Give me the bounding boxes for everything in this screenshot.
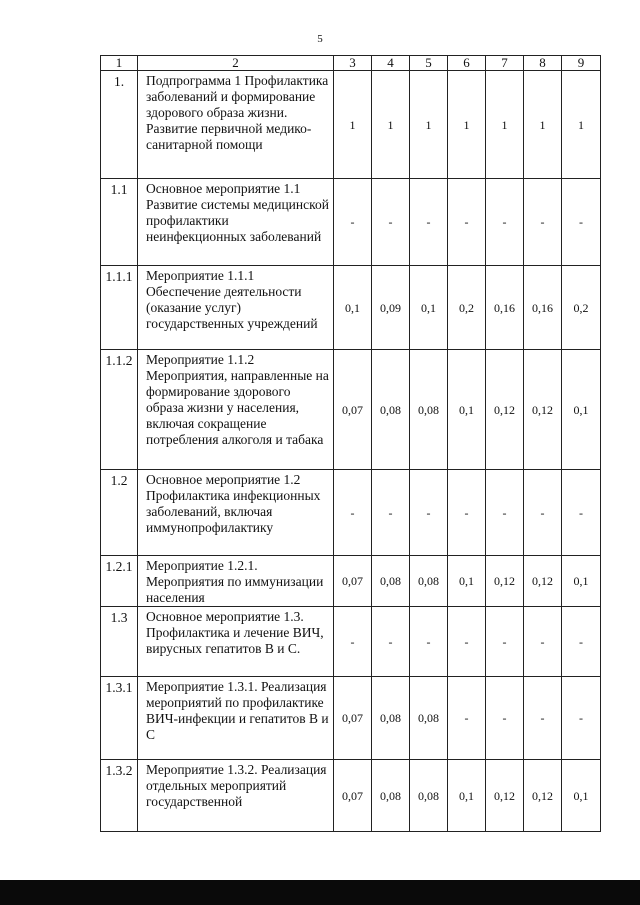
row-name: Основное мероприятие 1.1 Развитие системы медицинской профилактики неинфекционных заболеваний <box>138 179 334 266</box>
value-cell: - <box>486 470 524 556</box>
value-cell: 0,09 <box>372 266 410 350</box>
value-cell: - <box>486 179 524 266</box>
value-cell: - <box>448 470 486 556</box>
value-cell: 0,12 <box>486 556 524 607</box>
value-cell: 0,07 <box>334 350 372 470</box>
value-cell: 0,1 <box>562 350 601 470</box>
value-cell: 0,07 <box>334 677 372 760</box>
value-cell: - <box>410 607 448 677</box>
value-cell: 0,08 <box>410 677 448 760</box>
header-cell: 4 <box>372 56 410 71</box>
table-row <box>101 350 601 470</box>
table-row <box>101 470 601 556</box>
value-cell: 1 <box>334 71 372 179</box>
header-cell: 1 <box>101 56 138 71</box>
value-cell: 0,1 <box>334 266 372 350</box>
value-cell: 0,08 <box>372 350 410 470</box>
row-name: Подпрограмма 1 Профилактика заболеваний и формирование здорового образа жизни. Развитие первичной медико-санитарной помощи <box>138 71 334 179</box>
table-row <box>101 677 601 760</box>
value-cell: - <box>334 607 372 677</box>
value-cell: 0,16 <box>524 266 562 350</box>
table-row <box>101 607 601 677</box>
row-number: 1.3 <box>101 607 138 677</box>
value-cell: 0,12 <box>524 760 562 832</box>
row-number: 1. <box>101 71 138 179</box>
table-row <box>101 760 601 832</box>
row-name: Мероприятие 1.1.2 Мероприятия, направленные на формирование здорового образа жизни у населения, включая сокращение потребления алкоголя и табака <box>138 350 334 470</box>
table-row <box>101 179 601 266</box>
indicator-table <box>100 55 601 832</box>
header-cell: 2 <box>138 56 334 71</box>
table-row <box>101 266 601 350</box>
page-number: 5 <box>317 33 323 45</box>
value-cell: 0,1 <box>448 760 486 832</box>
value-cell: 0,1 <box>562 760 601 832</box>
value-cell: - <box>372 470 410 556</box>
header-cell: 8 <box>524 56 562 71</box>
value-cell: - <box>524 179 562 266</box>
header-cell: 3 <box>334 56 372 71</box>
row-name: Мероприятие 1.1.1 Обеспечение деятельности (оказание услуг) государственных учреждений <box>138 266 334 350</box>
value-cell: - <box>334 179 372 266</box>
header-cell: 7 <box>486 56 524 71</box>
value-cell: 0,12 <box>524 556 562 607</box>
value-cell: 1 <box>562 71 601 179</box>
value-cell: 1 <box>486 71 524 179</box>
value-cell: 1 <box>524 71 562 179</box>
value-cell: 0,1 <box>562 556 601 607</box>
value-cell: - <box>524 677 562 760</box>
value-cell: 0,16 <box>486 266 524 350</box>
row-name: Мероприятие 1.3.2. Реализация отдельных мероприятий государственной <box>138 760 334 832</box>
value-cell: 0,08 <box>372 760 410 832</box>
value-cell: 0,12 <box>524 350 562 470</box>
value-cell: - <box>448 179 486 266</box>
value-cell: 0,07 <box>334 760 372 832</box>
header-cell: 5 <box>410 56 448 71</box>
value-cell: 0,08 <box>410 760 448 832</box>
value-cell: 0,08 <box>372 556 410 607</box>
header-cell: 6 <box>448 56 486 71</box>
value-cell: 1 <box>410 71 448 179</box>
value-cell: 0,07 <box>334 556 372 607</box>
value-cell: - <box>486 607 524 677</box>
value-cell: 0,1 <box>410 266 448 350</box>
value-cell: - <box>410 470 448 556</box>
value-cell: 0,08 <box>372 677 410 760</box>
value-cell: - <box>448 607 486 677</box>
value-cell: - <box>410 179 448 266</box>
value-cell: 0,1 <box>448 556 486 607</box>
header-cell: 9 <box>562 56 601 71</box>
row-number: 1.1.2 <box>101 350 138 470</box>
value-cell: - <box>562 677 601 760</box>
row-number: 1.1.1 <box>101 266 138 350</box>
row-number: 1.3.1 <box>101 677 138 760</box>
value-cell: 0,08 <box>410 350 448 470</box>
row-number: 1.2 <box>101 470 138 556</box>
value-cell: - <box>524 470 562 556</box>
row-number: 1.2.1 <box>101 556 138 607</box>
row-number: 1.3.2 <box>101 760 138 832</box>
value-cell: 0,1 <box>448 350 486 470</box>
value-cell: 0,2 <box>448 266 486 350</box>
value-cell: - <box>372 607 410 677</box>
value-cell: 1 <box>372 71 410 179</box>
scan-edge <box>0 880 640 905</box>
value-cell: - <box>486 677 524 760</box>
value-cell: 0,12 <box>486 350 524 470</box>
row-name: Мероприятие 1.2.1. Мероприятия по иммунизации населения <box>138 556 334 607</box>
value-cell: - <box>448 677 486 760</box>
value-cell: - <box>562 470 601 556</box>
value-cell: - <box>524 607 562 677</box>
value-cell: 1 <box>448 71 486 179</box>
value-cell: - <box>562 607 601 677</box>
row-name: Основное мероприятие 1.2 Профилактика инфекционных заболеваний, включая иммунопрофилактику <box>138 470 334 556</box>
value-cell: 0,2 <box>562 266 601 350</box>
value-cell: - <box>334 470 372 556</box>
value-cell: - <box>372 179 410 266</box>
value-cell: 0,08 <box>410 556 448 607</box>
row-number: 1.1 <box>101 179 138 266</box>
table-row <box>101 556 601 607</box>
row-name: Основное мероприятие 1.3. Профилактика и лечение ВИЧ, вирусных гепатитов В и С. <box>138 607 334 677</box>
value-cell: 0,12 <box>486 760 524 832</box>
row-name: Мероприятие 1.3.1. Реализация мероприятий по профилактике ВИЧ-инфекции и гепатитов В и С <box>138 677 334 760</box>
value-cell: - <box>562 179 601 266</box>
header-row <box>101 56 601 71</box>
table-row <box>101 71 601 179</box>
